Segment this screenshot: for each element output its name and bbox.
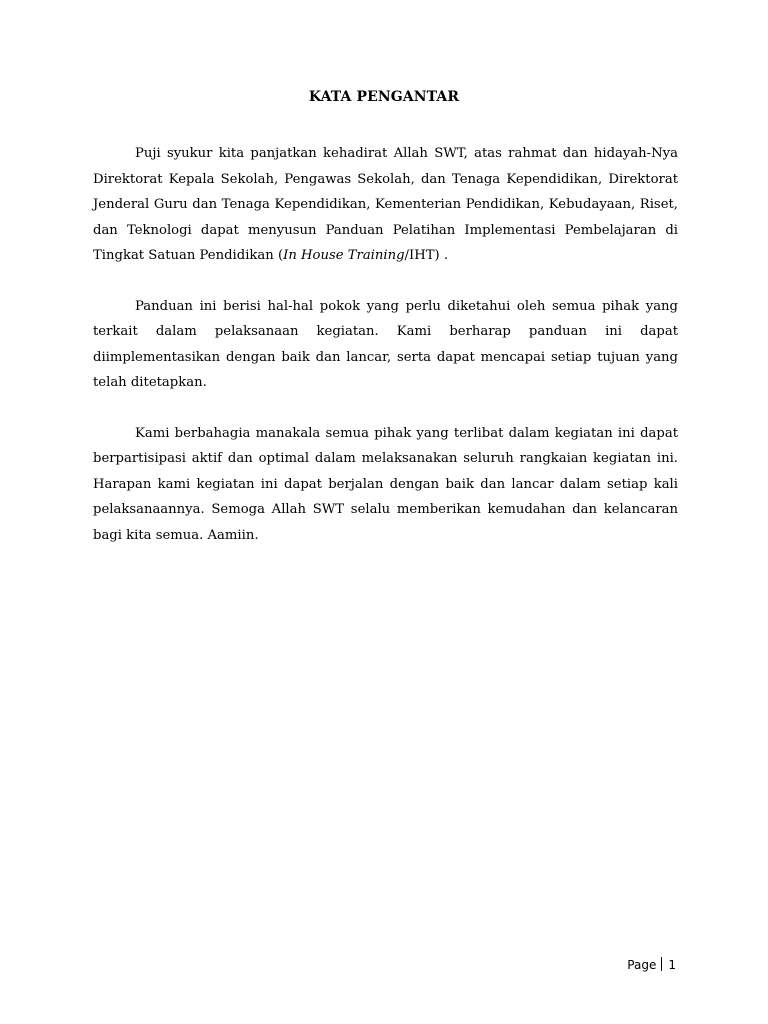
page-label: Page xyxy=(627,958,657,972)
paragraph-1 xyxy=(93,141,678,269)
page-number: 1 xyxy=(668,958,676,972)
page-footer xyxy=(627,957,676,972)
paragraph-1-text-before: Puji syukur kita panjatkan kehadirat Allah SWT, atas rahmat dan hidayah-Nya Direktorat Kepala Sekolah, Pengawas Sekolah, dan Tenaga Kependidikan, Direktorat Jenderal Guru dan Tenaga Kependidikan, Kementerian Pendidikan, Kebudayaan, Riset, dan Teknologi dapat menyusun Panduan Pelatihan Implementasi Pembelajaran di Tingkat Satuan Pendidikan ( xyxy=(93,146,678,263)
footer-separator xyxy=(661,957,662,971)
page-title: KATA PENGANTAR xyxy=(308,89,460,105)
paragraph-2: Panduan ini berisi hal-hal pokok yang perlu diketahui oleh semua pihak yang terkait dalam pelaksanaan kegiatan. Kami berharap panduan ini dapat diimplementasikan dengan baik dan lancar, serta dapat mencapai setiap tujuan yang telah ditetapkan. xyxy=(93,298,678,390)
paragraph-1-italic-term: In House Training xyxy=(283,248,405,263)
paragraph-3: Kami berbahagia manakala semua pihak yang terlibat dalam kegiatan ini dapat berpartisipasi aktif dan optimal dalam melaksanakan seluruh rangkaian kegiatan ini. Harapan kami kegiatan ini dapat berjalan dengan baik dan lancar dalam setiap kali pelaksanaannya. Semoga Allah SWT selalu memberikan kemudahan dan kelancaran bagi kita semua. Aamiin. xyxy=(93,425,678,543)
document-body xyxy=(93,141,678,572)
paragraph-1-text-after: /IHT) . xyxy=(404,248,449,263)
